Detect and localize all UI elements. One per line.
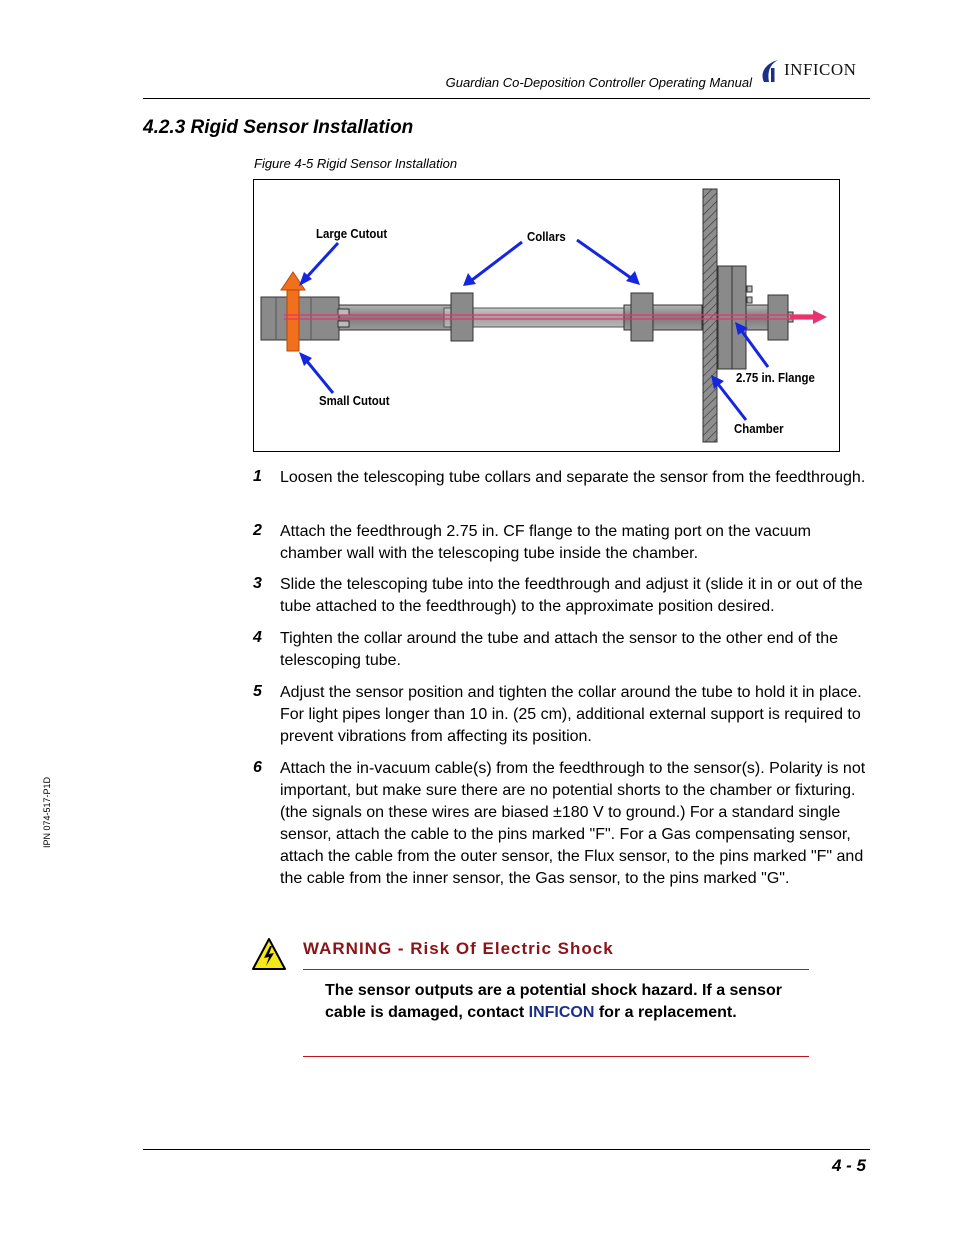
document-part-number: IPN 074-517-P1D <box>42 776 52 848</box>
step-text: Attach the in-vacuum cable(s) from the feedthrough to the sensor(s). Polarity is not important, but make sure there are no potential shorts to the chamber or fixturing. (the signals on these wires are biased ±180 V to ground.) For a standard single sensor, attach the cable to the pins marked "F". For a Gas compensating sensor, attach the cable from the outer sensor, the Flux sensor, to the pins marked "F" and the cable from the inner sensor, the Gas sensor, to the pins marked "G". <box>280 760 866 887</box>
footer-rule <box>143 1149 870 1150</box>
arrow-collar-right <box>577 240 631 278</box>
header-title: Guardian Co-Deposition Controller Operating Manual <box>445 75 752 90</box>
warning-body-text: The sensor outputs are a potential shock hazard. If a sensor cable is damaged, contact <box>325 982 782 1021</box>
collar-left <box>451 293 473 341</box>
warning-rule-bottom <box>303 1056 809 1057</box>
figure-rigid-sensor <box>253 179 840 452</box>
figure-caption: Figure 4-5 Rigid Sensor Installation <box>254 156 458 171</box>
label-collars: Collars <box>527 229 566 244</box>
step-number: 5 <box>253 683 262 700</box>
outer-tube <box>338 305 453 330</box>
outside-connector <box>768 295 788 340</box>
inficon-logo-text: INFICON <box>784 60 857 79</box>
label-flange: 2.75 in. Flange <box>736 370 815 385</box>
step-text: Adjust the sensor position and tighten the collar around the tube to hold it in place. For light pipes longer than 10 in. (25 cm), additional external support is required to prevent vibrations from affecting its position. <box>280 684 862 745</box>
flange-outer <box>732 266 746 369</box>
step-text: Attach the feedthrough 2.75 in. CF flange to the mating port on the vacuum chamber wall with the telescoping tube inside the chamber. <box>280 523 811 562</box>
figure-diagram <box>254 180 839 451</box>
step-text: Tighten the collar around the tube and attach the sensor to the other end of the telescoping tube. <box>280 630 839 669</box>
arrow-small-cutout <box>306 360 333 393</box>
page-number: 4 - 5 <box>831 1156 866 1175</box>
step-number: 3 <box>253 575 262 592</box>
collar-right <box>631 293 653 341</box>
arrow-chamber <box>718 384 746 420</box>
step-text: Loosen the telescoping tube collars and separate the sensor from the feedthrough. <box>280 469 866 486</box>
label-large-cutout: Large Cutout <box>316 226 388 241</box>
warning-shock-icon <box>251 937 287 971</box>
arrow-collar-left <box>472 242 522 280</box>
warning-body <box>325 980 795 1024</box>
warning-title: WARNING - Risk Of Electric Shock <box>303 939 614 958</box>
inficon-logo-icon <box>758 58 782 84</box>
step-number: 2 <box>253 522 262 539</box>
arrow-large-cutout <box>306 243 338 278</box>
step-text: Slide the telescoping tube into the feedthrough and adjust it (slide it in or out of the tube attached to the feedthrough) to the approximate position desired. <box>280 576 863 615</box>
inficon-contact-link[interactable]: INFICON <box>528 1004 595 1021</box>
label-small-cutout: Small Cutout <box>319 393 390 408</box>
step-number: 1 <box>253 468 262 485</box>
outside-tube <box>746 305 768 330</box>
flange-inner <box>718 266 732 369</box>
step-number: 4 <box>253 629 262 646</box>
header-rule <box>143 98 870 99</box>
warning-body-text-end: for a replacement. <box>594 1004 737 1021</box>
section-title: 4.2.3 Rigid Sensor Installation <box>143 117 414 138</box>
warning-rule-top <box>303 969 809 970</box>
beam-arrow <box>813 310 827 324</box>
step-number: 6 <box>253 759 262 776</box>
label-chamber: Chamber <box>734 421 784 436</box>
